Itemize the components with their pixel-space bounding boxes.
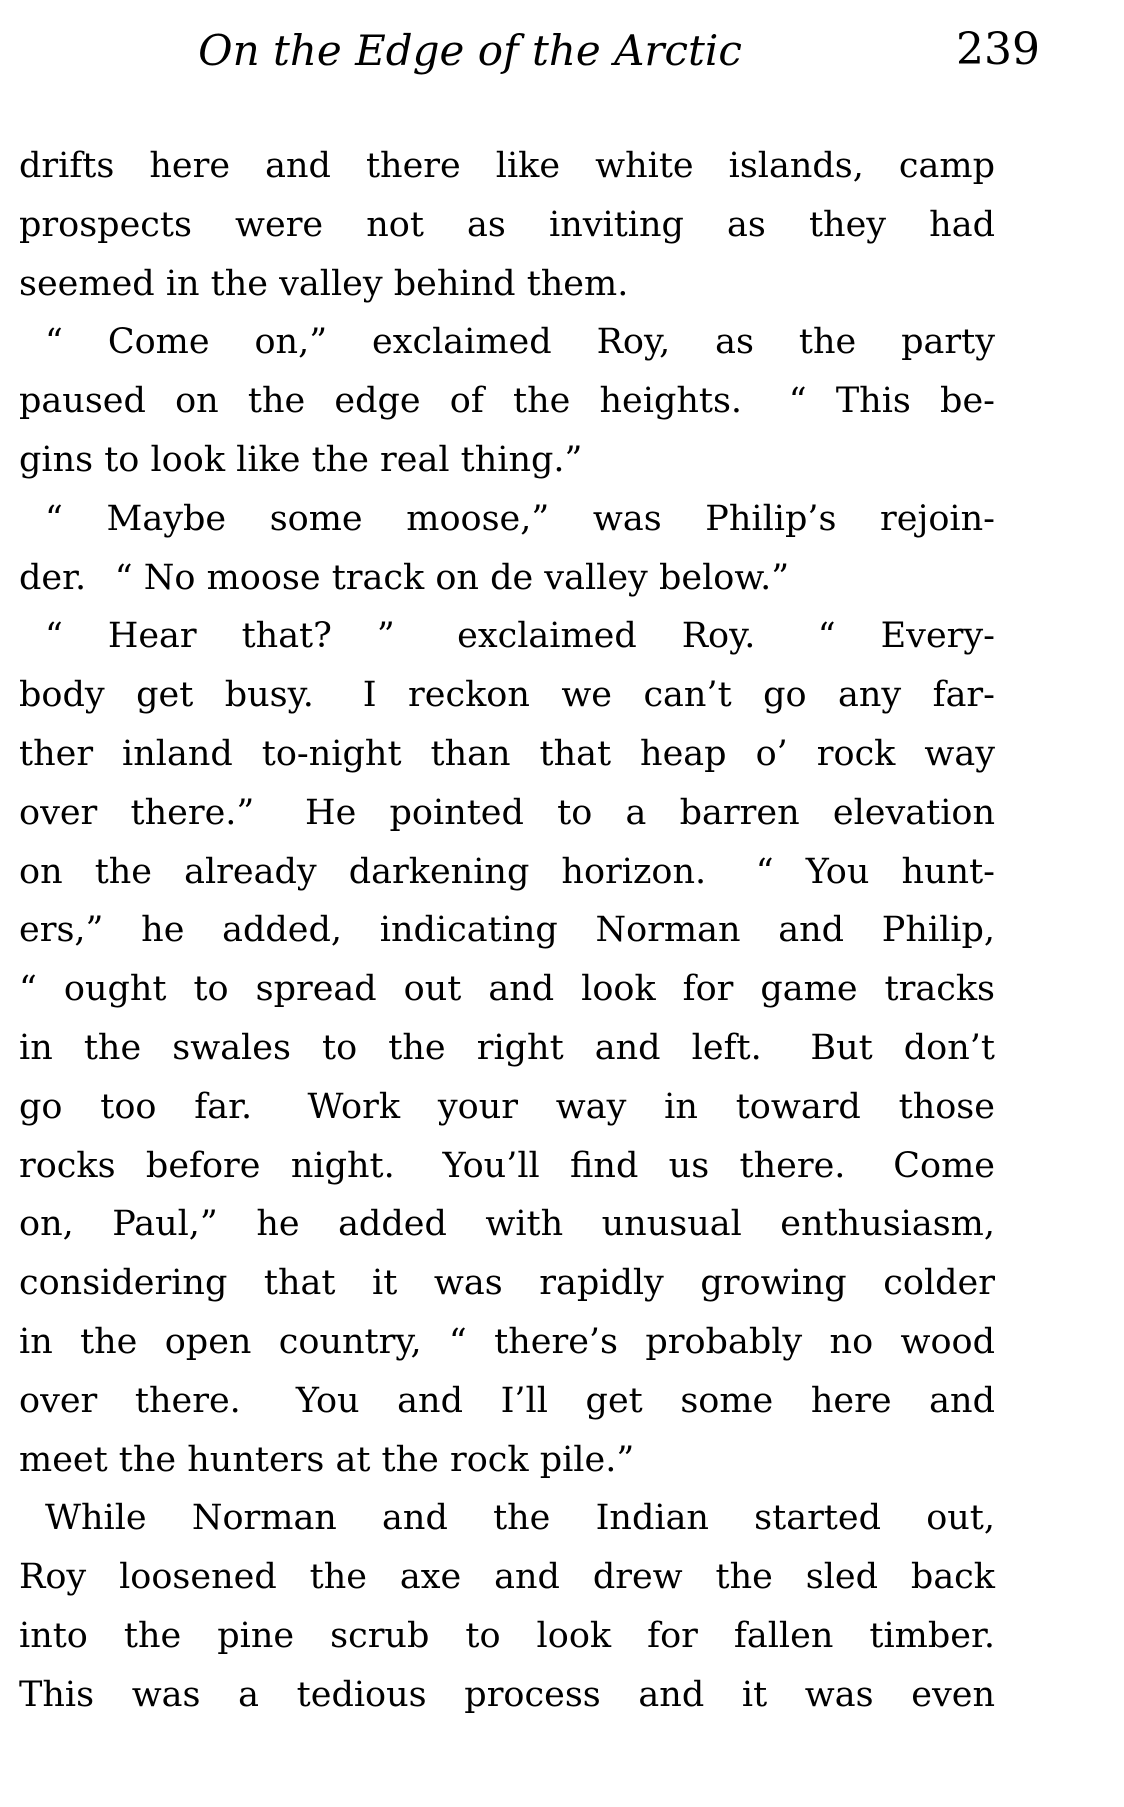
text-line: “ Come on,” exclaimed Roy, as the party [45, 322, 995, 363]
text-line: ther inland to-night than that heap o’ rock way [19, 733, 995, 774]
page-number: 239 [956, 24, 1040, 75]
text-line: prospects were not as inviting as they had [19, 204, 995, 245]
text-line: der. “ No moose track on de valley below.” [19, 557, 790, 598]
body-text [19, 137, 995, 1725]
text-line: ers,” he added, indicating Norman and Philip, [19, 910, 995, 951]
text-line: This was a tedious process and it was even [19, 1674, 995, 1715]
text-line: over there.” He pointed to a barren elevation [19, 792, 995, 833]
text-line: into the pine scrub to look for fallen timber. [19, 1615, 995, 1656]
text-line: While Norman and the Indian started out, [45, 1498, 995, 1539]
text-line: “ Hear that? ” exclaimed Roy. “ Every- [45, 616, 995, 657]
text-line: paused on the edge of the heights. “ This be- [19, 381, 995, 422]
text-line: “ ought to spread out and look for game tracks [19, 969, 995, 1010]
text-line: in the swales to the right and left. But don’t [19, 1027, 995, 1068]
text-line: seemed in the valley behind them. [19, 263, 629, 304]
text-line: over there. You and I’ll get some here and [19, 1380, 995, 1421]
text-line: considering that it was rapidly growing colder [19, 1263, 995, 1304]
text-line: in the open country, “ there’s probably no wood [19, 1321, 995, 1362]
text-line: on the already darkening horizon. “ You hunt- [19, 851, 995, 892]
text-line: gins to look like the real thing.” [19, 439, 583, 480]
text-line: go too far. Work your way in toward those [19, 1086, 995, 1127]
running-title: On the Edge of the Arctic [198, 26, 742, 75]
text-line: body get busy. I reckon we can’t go any far- [19, 675, 995, 716]
text-line: “ Maybe some moose,” was Philip’s rejoin- [45, 498, 995, 539]
text-line: meet the hunters at the rock pile.” [19, 1439, 635, 1480]
text-line: Roy loosened the axe and drew the sled back [19, 1557, 995, 1598]
text-line: rocks before night. You’ll find us there. Come [19, 1145, 995, 1186]
text-line: drifts here and there like white islands, camp [19, 146, 995, 186]
text-line: on, Paul,” he added with unusual enthusiasm, [19, 1204, 995, 1245]
